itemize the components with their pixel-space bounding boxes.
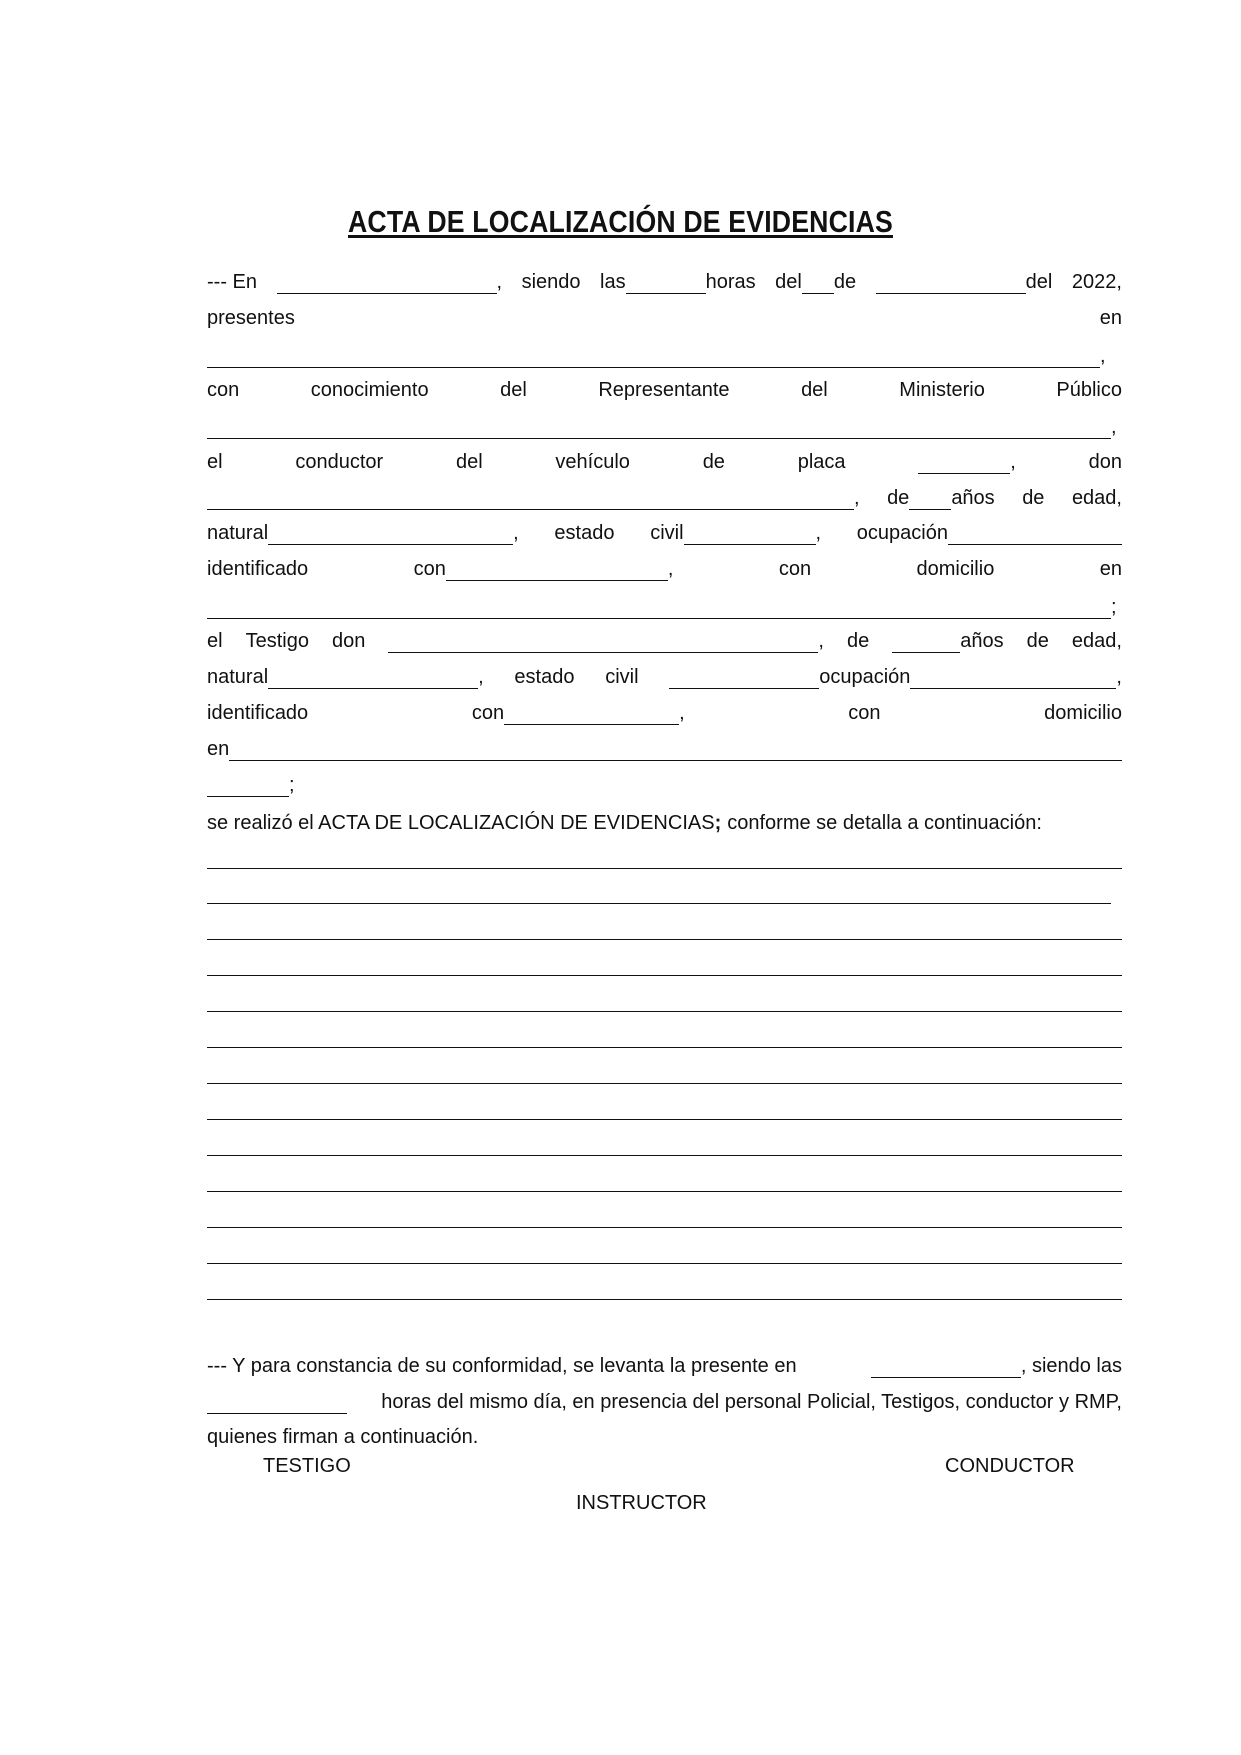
placa-field[interactable] bbox=[918, 451, 1010, 474]
detail-line[interactable] bbox=[207, 1119, 1122, 1120]
line-conductor-nombre: , de años de edad, bbox=[207, 480, 1122, 510]
signature-instructor: INSTRUCTOR bbox=[576, 1492, 707, 1514]
detail-line[interactable] bbox=[207, 975, 1122, 976]
closing-hora-field[interactable] bbox=[207, 1391, 347, 1414]
dia-field[interactable] bbox=[802, 271, 834, 294]
detail-line[interactable] bbox=[207, 868, 1122, 869]
detail-line[interactable] bbox=[207, 1191, 1122, 1192]
detail-line[interactable] bbox=[207, 1263, 1122, 1264]
presentes-en-field[interactable] bbox=[207, 345, 1100, 368]
conductor-edad-field[interactable] bbox=[909, 487, 951, 510]
detail-line[interactable] bbox=[207, 1083, 1122, 1084]
detail-line[interactable] bbox=[207, 939, 1122, 940]
line-testigo-domicilio-cont: ; bbox=[207, 767, 1122, 797]
line-conductor: el conductor del vehículo de placa , don bbox=[207, 451, 1122, 473]
closing-line-1: --- Y para constancia de su conformidad, se levanta la presente en , siendo las bbox=[207, 1355, 1122, 1377]
testigo-natural-field[interactable] bbox=[268, 666, 478, 689]
detail-line[interactable] bbox=[207, 1227, 1122, 1228]
line-ministerio-publico: , bbox=[207, 409, 1122, 439]
line-presentes: presentes en bbox=[207, 307, 1122, 329]
line-lugar-presentes: , bbox=[207, 338, 1122, 368]
testigo-estado-civil-field[interactable] bbox=[669, 666, 819, 689]
line-conductor-identificado: identificado con , con domicilio en bbox=[207, 558, 1122, 580]
conductor-estado-civil-field[interactable] bbox=[684, 522, 816, 545]
line-se-realizo: se realizó el ACTA DE LOCALIZACIÓN DE EVIDENCIAS ; conforme se detalla a continuación: bbox=[207, 812, 1042, 834]
line-conductor-natural: natural , estado civil , ocupación bbox=[207, 515, 1122, 545]
conductor-nombre-field[interactable] bbox=[207, 487, 854, 510]
conductor-ocupacion-field[interactable] bbox=[948, 522, 1122, 545]
line-testigo-natural: natural , estado civil ocupación , bbox=[207, 666, 1122, 688]
conductor-natural-field[interactable] bbox=[268, 522, 513, 545]
line-testigo-identificado: identificado con , con domicilio bbox=[207, 702, 1122, 724]
testigo-documento-field[interactable] bbox=[504, 702, 679, 725]
line-representante: con conocimiento del Representante del Ministerio Público bbox=[207, 379, 1122, 401]
detail-line[interactable] bbox=[207, 1047, 1122, 1048]
closing-lugar-field[interactable] bbox=[871, 1355, 1021, 1378]
hora-field[interactable] bbox=[626, 271, 706, 294]
testigo-nombre-field[interactable] bbox=[388, 630, 818, 653]
signature-conductor: CONDUCTOR bbox=[945, 1455, 1075, 1477]
testigo-ocupacion-field[interactable] bbox=[910, 666, 1116, 689]
closing-line-2: horas del mismo día, en presencia del personal Policial, Testigos, conductor y RMP, bbox=[207, 1384, 1122, 1414]
testigo-domicilio-field[interactable] bbox=[229, 738, 1122, 761]
detail-line[interactable] bbox=[207, 1299, 1122, 1300]
lugar-field[interactable] bbox=[277, 271, 497, 294]
mes-field[interactable] bbox=[876, 271, 1026, 294]
detail-line[interactable] bbox=[207, 1011, 1122, 1012]
conductor-documento-field[interactable] bbox=[446, 558, 668, 581]
line-testigo: el Testigo don , de años de edad, bbox=[207, 630, 1122, 652]
detail-line[interactable] bbox=[207, 1155, 1122, 1156]
line-conductor-domicilio: ; bbox=[207, 589, 1122, 619]
representante-field[interactable] bbox=[207, 416, 1111, 439]
closing-line-3: quienes firman a continuación. bbox=[207, 1426, 479, 1448]
line-testigo-domicilio: en bbox=[207, 731, 1122, 761]
document-title: ACTA DE LOCALIZACIÓN DE EVIDENCIAS bbox=[348, 204, 893, 239]
testigo-domicilio-cont-field[interactable] bbox=[207, 774, 289, 797]
signature-testigo: TESTIGO bbox=[263, 1455, 351, 1477]
conductor-domicilio-field[interactable] bbox=[207, 596, 1111, 619]
line-lugar-fecha: --- En , siendo las horas del de del 2022, bbox=[207, 271, 1122, 293]
testigo-edad-field[interactable] bbox=[892, 630, 960, 653]
detail-line[interactable] bbox=[207, 903, 1111, 904]
